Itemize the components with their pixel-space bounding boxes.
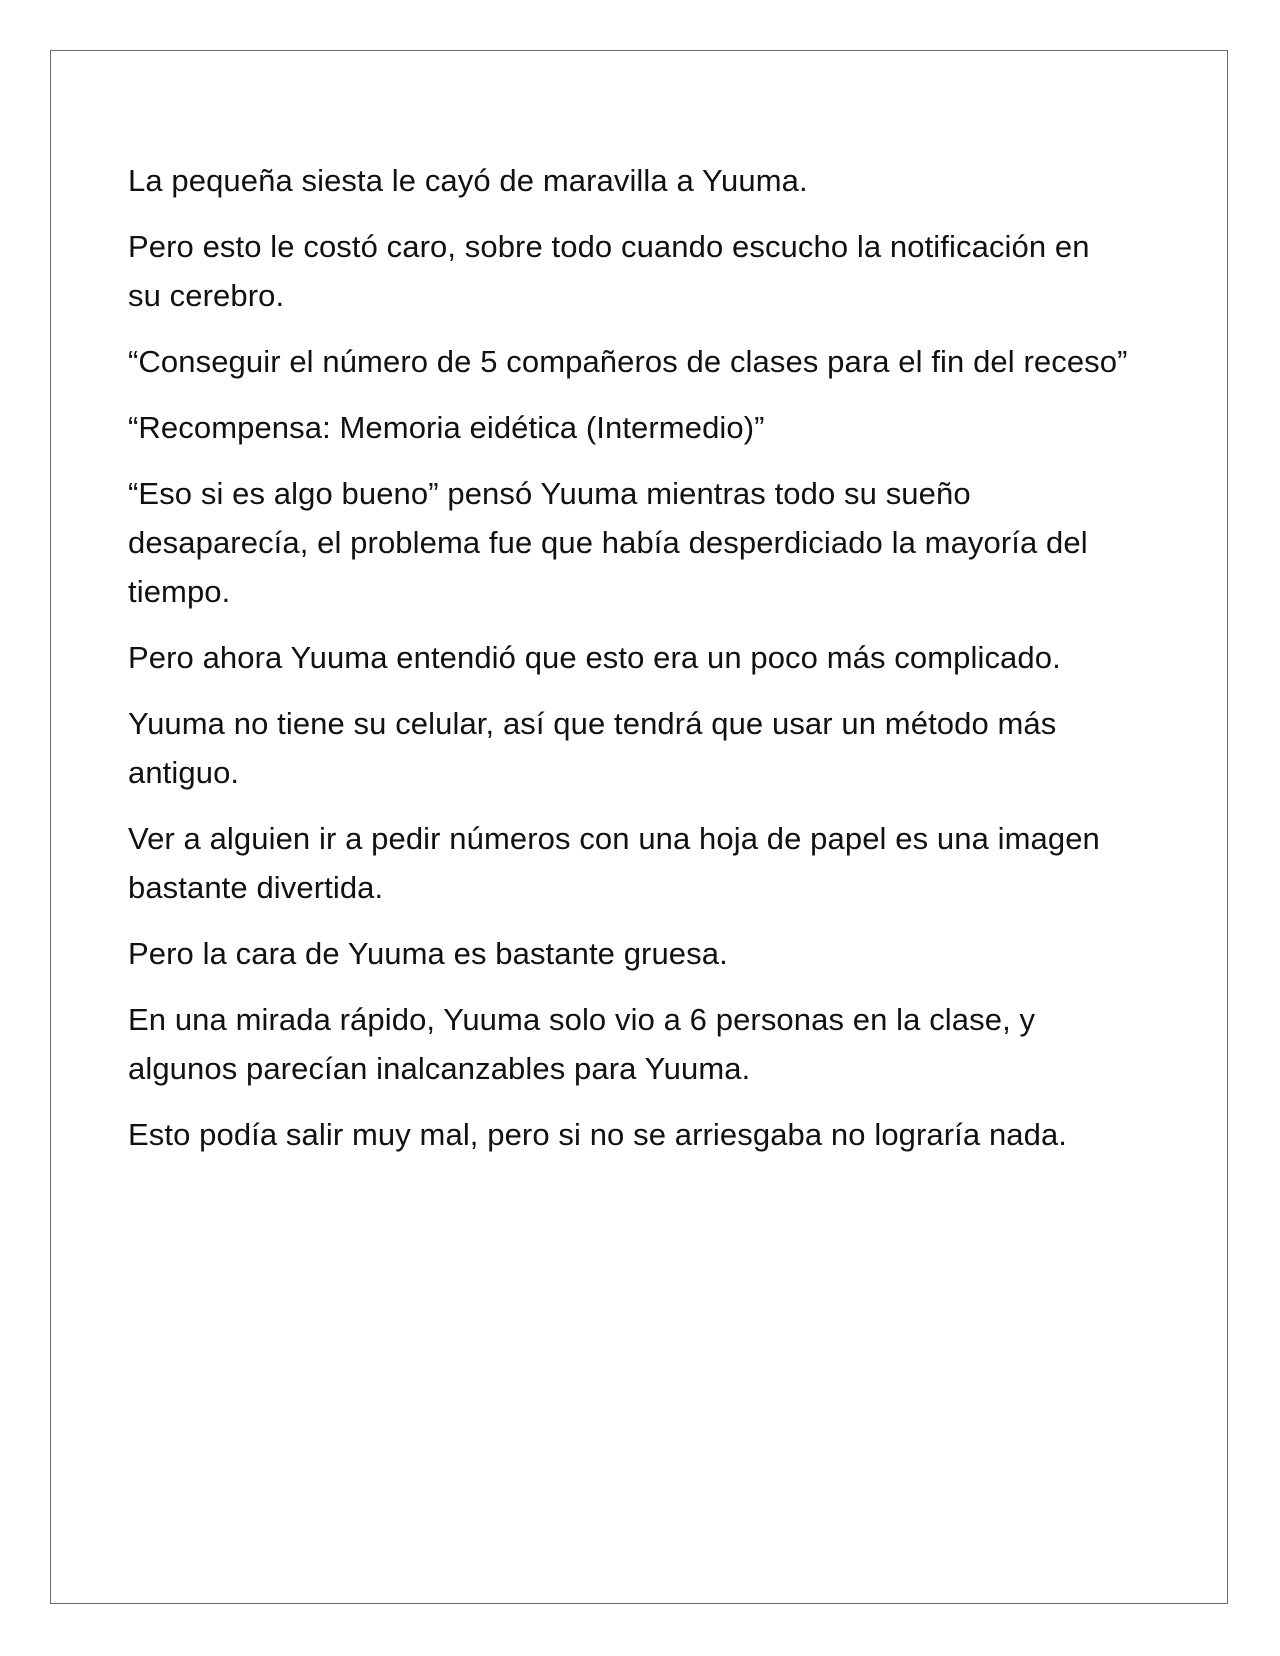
paragraph: La pequeña siesta le cayó de maravilla a Yuuma. [128, 163, 808, 198]
paragraph: En una mirada rápido, Yuuma solo vio a 6 personas en la clase, y algunos parecían inalcanzables para Yuuma. [128, 1002, 1036, 1086]
document-body [128, 156, 1128, 1176]
paragraph: “Eso si es algo bueno” pensó Yuuma mientras todo su sueño desaparecía, el problema fue que había desperdiciado la mayoría del tiempo. [128, 476, 1088, 609]
paragraph: Ver a alguien ir a pedir números con una hoja de papel es una imagen bastante divertida. [128, 821, 1100, 905]
paragraph: Pero esto le costó caro, sobre todo cuando escucho la notificación en su cerebro. [128, 229, 1090, 313]
paragraph: Pero ahora Yuuma entendió que esto era un poco más complicado. [128, 640, 1061, 675]
paragraph: Pero la cara de Yuuma es bastante gruesa. [128, 936, 728, 971]
paragraph: “Recompensa: Memoria eidética (Intermedio)” [128, 410, 765, 445]
paragraph: Esto podía salir muy mal, pero si no se arriesgaba no lograría nada. [128, 1117, 1068, 1152]
paragraph: Yuuma no tiene su celular, así que tendrá que usar un método más antiguo. [128, 706, 1057, 790]
paragraph: “Conseguir el número de 5 compañeros de clases para el fin del receso” [128, 344, 1128, 379]
